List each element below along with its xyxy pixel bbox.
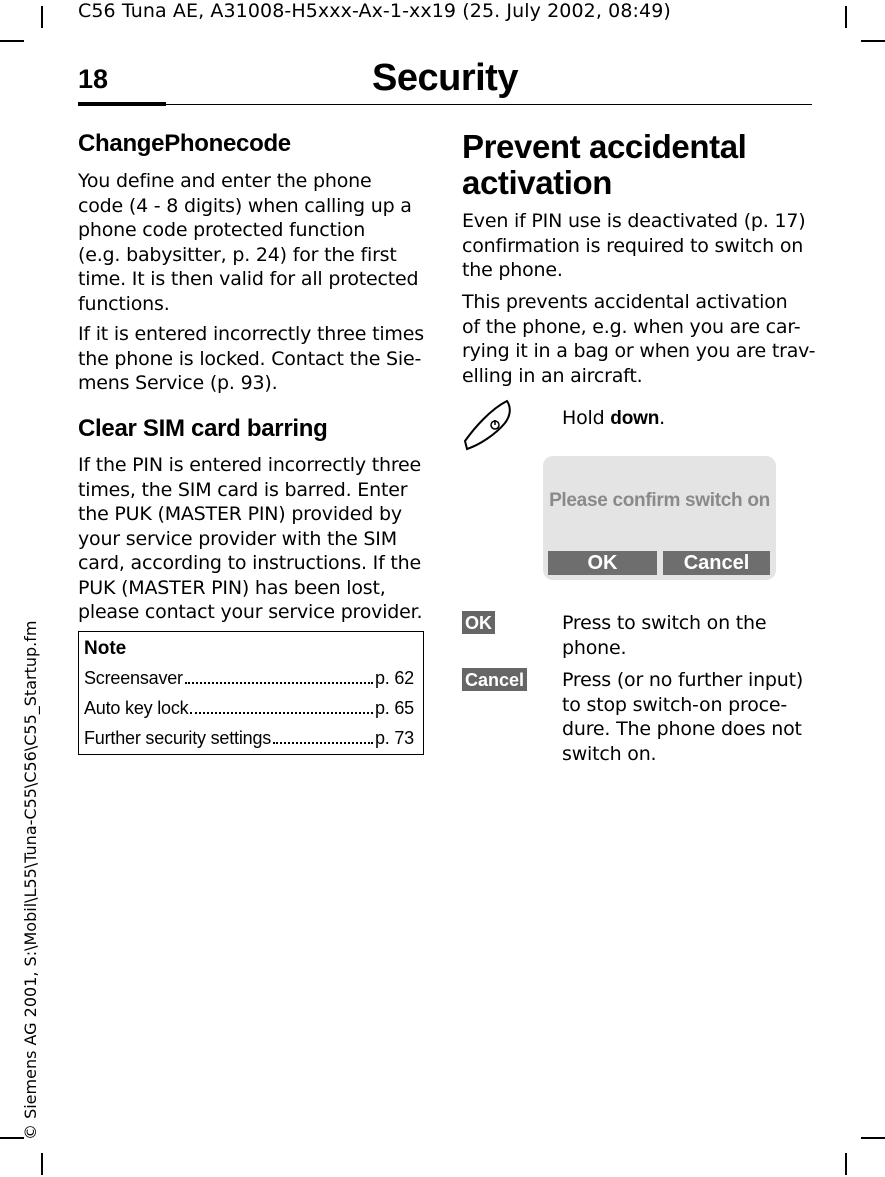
key-name: down <box>610 408 660 429</box>
section-heading-change-phonecode: ChangePhonecode <box>78 130 291 157</box>
section-heading-prevent-activation <box>462 129 746 201</box>
text-line: please contact your service provider. <box>78 601 423 623</box>
note-box <box>78 631 424 755</box>
text-line: the PUK (MASTER PIN) provided by <box>78 503 402 525</box>
file-info: © Siemens AG 2001, S:\Mobil\L55\Tuna-C55\C56\C55_Startup.fm <box>21 620 40 1140</box>
text-line: This prevents accidental activation <box>462 291 788 313</box>
end-key-icon <box>461 397 513 453</box>
text-line: phone. <box>562 636 627 659</box>
text-line: mens Service (p. 93). <box>78 372 278 394</box>
leader-dots <box>185 682 373 684</box>
softkey-label: OK <box>462 611 495 634</box>
page-title: Security <box>372 57 518 99</box>
crop-mark <box>0 40 24 42</box>
instruction-hold-down <box>562 406 665 432</box>
crop-mark <box>861 1137 885 1139</box>
crop-mark <box>845 6 847 28</box>
note-link-label: Further security settings <box>84 728 272 748</box>
text-line: phone code protected function <box>78 219 366 241</box>
header-rule <box>78 104 812 105</box>
paragraph-change-code-2 <box>78 322 428 396</box>
text-line: (e.g. babysitter, p. 24) for the first <box>78 243 397 266</box>
text-line: Even if PIN use is deactivated (p. 17) <box>462 210 806 232</box>
text-line: PUK (MASTER PIN) has been lost, <box>78 576 386 599</box>
page-number: 18 <box>78 64 109 94</box>
text-line: functions. <box>78 292 170 315</box>
ok-key-badge <box>462 611 495 634</box>
note-link-page: p. 65 <box>374 698 414 718</box>
note-link-label: Auto key lock <box>84 698 189 718</box>
cancel-key-badge <box>462 668 527 691</box>
text-line: the phone is locked. Contact the Sie- <box>78 347 422 370</box>
paragraph-prevent-1 <box>462 209 822 283</box>
note-link-further-security[interactable] <box>84 728 414 749</box>
softkey-label: Cancel <box>462 668 527 691</box>
instruction-text: Hold <box>562 407 611 429</box>
section-heading-clear-sim-barring: Clear SIM card barring <box>78 415 328 442</box>
display-ok-softkey[interactable]: OK <box>548 551 657 575</box>
text-line: times, the SIM card is barred. Enter <box>78 478 408 501</box>
heading-line: Prevent accidental <box>462 128 747 165</box>
text-line: If the PIN is entered incorrectly three <box>78 454 422 476</box>
paragraph-change-code-1 <box>78 169 428 316</box>
text-line: confirmation is required to switch on <box>462 234 804 257</box>
note-link-label: Screensaver <box>84 668 183 688</box>
instruction-text: . <box>659 407 665 429</box>
text-line: rying it in a bag or when you are trav- <box>462 340 816 362</box>
text-line: to stop switch-on proce- <box>562 693 788 716</box>
leader-dots <box>273 742 373 744</box>
text-line: Press (or no further input) <box>562 669 804 691</box>
phone-display <box>543 456 776 580</box>
display-message: Please confirm switch on <box>549 490 770 511</box>
leader-dots <box>190 712 373 714</box>
note-link-page: p. 62 <box>374 668 414 688</box>
text-line: code (4 - 8 digits) when calling up a <box>78 194 412 217</box>
crop-mark <box>861 40 885 42</box>
note-link-auto-key-lock[interactable] <box>84 698 414 719</box>
crop-mark <box>845 1153 847 1175</box>
heading-line: activation <box>462 164 613 201</box>
step-cancel-description <box>562 668 822 766</box>
text-line: the phone. <box>462 259 563 281</box>
text-line: Press to switch on the <box>562 612 767 634</box>
text-line: dure. The phone does not <box>562 718 802 740</box>
text-line: time. It is then valid for all protected <box>78 268 419 290</box>
text-line: elling in an aircraft. <box>462 364 643 387</box>
header-rule-accent <box>78 102 166 106</box>
text-line: your service provider with the SIM <box>78 527 397 550</box>
display-cancel-softkey[interactable]: Cancel <box>663 551 770 575</box>
text-line: You define and enter the phone <box>78 170 372 192</box>
step-ok-description <box>562 611 822 660</box>
text-line: If it is entered incorrectly three times <box>78 323 424 345</box>
document-info: C56 Tuna AE, A31008-H5xxx-Ax-1-xx19 (25. July 2002, 08:49) <box>78 0 671 22</box>
note-title: Note <box>84 638 127 659</box>
text-line: card, according to instructions. If the <box>78 552 421 574</box>
text-line: switch on. <box>562 742 657 765</box>
paragraph-prevent-2 <box>462 290 822 388</box>
text-line: of the phone, e.g. when you are car- <box>462 315 801 338</box>
paragraph-sim-barring <box>78 453 428 625</box>
note-link-page: p. 73 <box>374 728 414 748</box>
note-link-screensaver[interactable] <box>84 668 414 689</box>
crop-mark <box>41 1153 43 1175</box>
crop-mark <box>41 6 43 28</box>
